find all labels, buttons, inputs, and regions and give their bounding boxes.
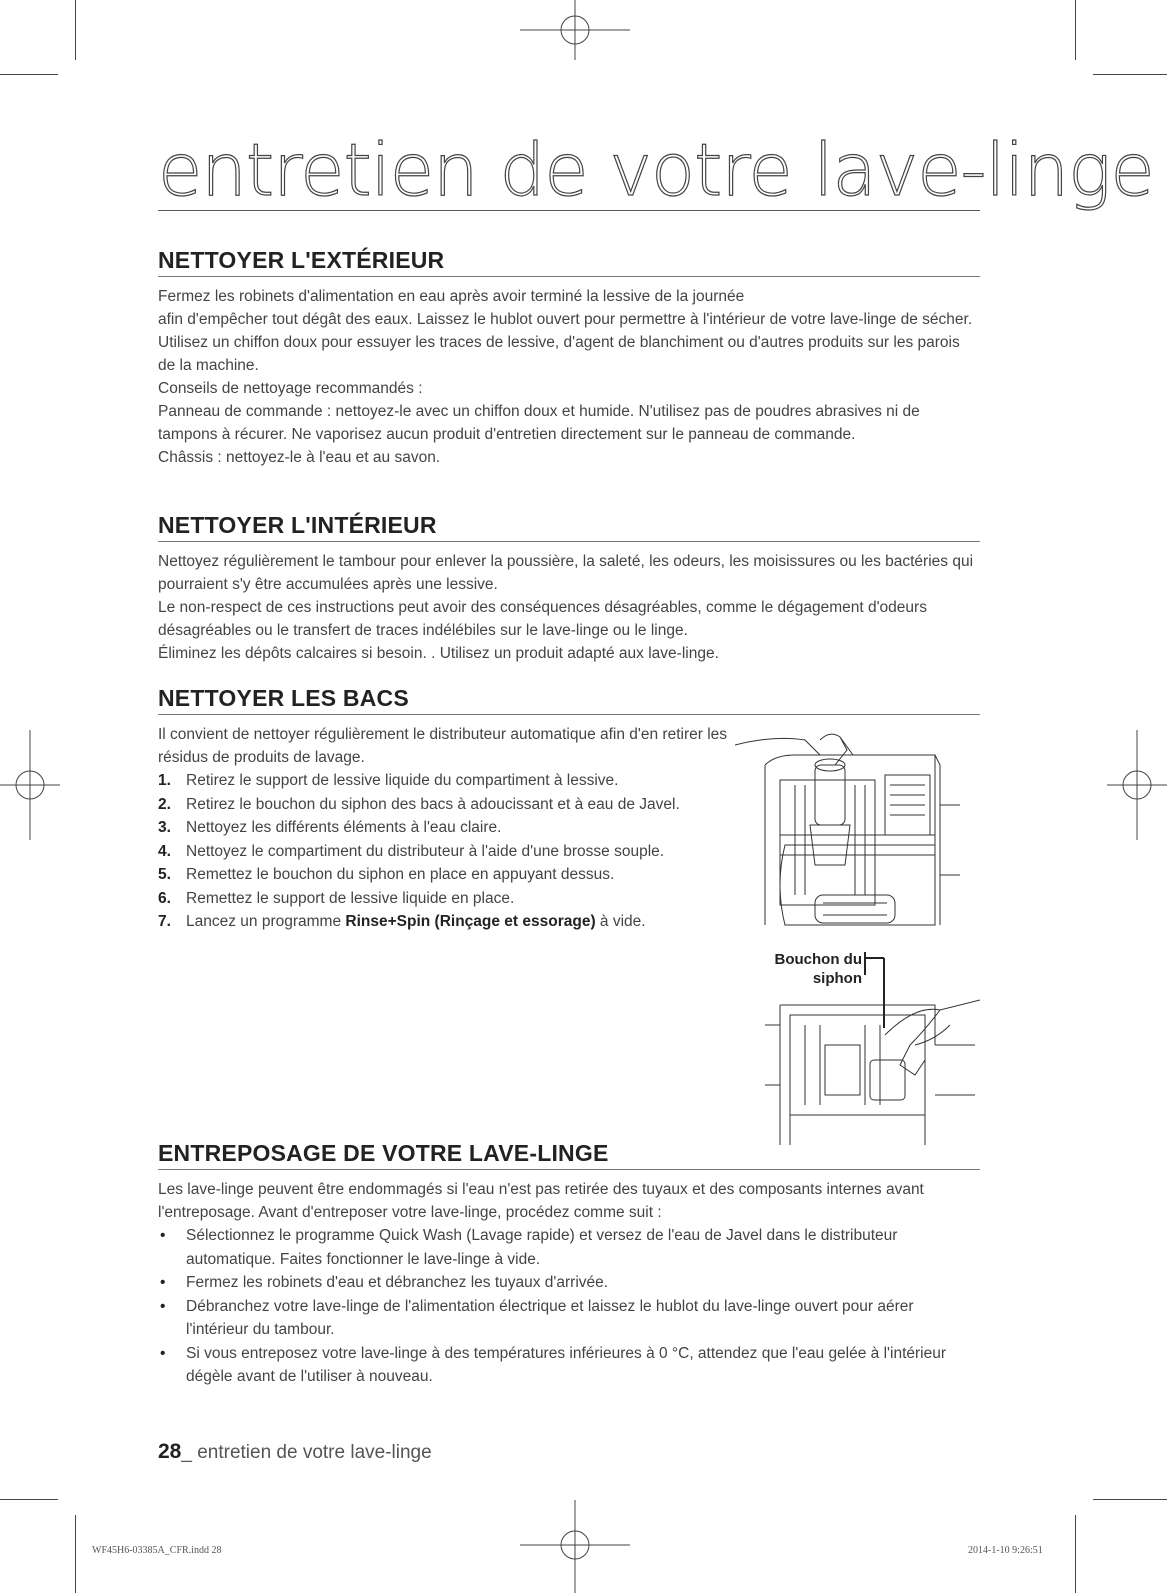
section-storage [158, 1140, 980, 1389]
paragraph: Panneau de commande : nettoyez-le avec un chiffon doux et humide. N'utilisez pas de poudres abrasives ni de tampons à récurer. Ne vaporisez aucun produit d'entretien directement sur le panneau de commande. [158, 403, 920, 443]
page-number: 28 [158, 1440, 182, 1463]
drawer-illustration-bottom [765, 985, 980, 1145]
list-item: 3. Nettoyez les différents éléments à l'eau claire. [158, 819, 502, 836]
paragraph: Conseils de nettoyage recommandés : [158, 380, 423, 397]
crop-mark [75, 0, 76, 60]
crop-mark [1093, 74, 1167, 75]
list-item: • Débranchez votre lave-linge de l'alimentation électrique et laissez le hublot du lave-linge ouvert pour aérer l'intérieur du tambour. [160, 1297, 914, 1338]
list-item: 1. Retirez le support de lessive liquide du compartiment à lessive. [158, 772, 619, 789]
section-exterior [158, 247, 980, 469]
registration-mark [1107, 730, 1167, 840]
figure-label: Bouchon du siphon [774, 951, 862, 987]
paragraph: Le non-respect de ces instructions peut avoir des conséquences désagréables, comme le dégagement d'odeurs désagréables ou le transfert de traces indélébiles sur le lave-linge ou le linge. [158, 599, 927, 639]
section-heading: NETTOYER L'EXTÉRIEUR [158, 247, 980, 277]
paragraph: afin d'empêcher tout dégât des eaux. Laissez le hublot ouvert pour permettre à l'intérieur de votre lave-linge de sécher. [158, 311, 973, 328]
page-footer [158, 1440, 432, 1464]
list-item: 6. Remettez le support de lessive liquide en place. [158, 889, 515, 907]
list-item: 7. Lancez un programme Rinse+Spin (Rinçage et essorage) à vide. [158, 913, 646, 930]
list-item: • Sélectionnez le programme Quick Wash (Lavage rapide) et versez de l'eau de Javel dans le distributeur automatique. Faites fonctionner le lave-linge à vide. [160, 1227, 898, 1268]
list-item: 5. Remettez le bouchon du siphon en place en appuyant dessus. [158, 866, 615, 883]
page-footer-label: _ entretien de votre lave-linge [181, 1442, 432, 1463]
steps-list [158, 769, 728, 934]
section-interior [158, 512, 980, 665]
list-item: • Fermez les robinets d'eau et débranchez les tuyaux d'arrivée. [160, 1274, 609, 1291]
list-item: 4. Nettoyez le compartiment du distributeur à l'aide d'une brosse souple. [158, 842, 665, 860]
section-heading: NETTOYER LES BACS [158, 685, 980, 715]
registration-mark [520, 0, 630, 60]
crop-mark [75, 1515, 76, 1593]
registration-mark [520, 1500, 630, 1593]
paragraph: Il convient de nettoyer régulièrement le distributeur automatique afin d'en retirer les résidus de produits de lavage. [158, 726, 728, 766]
list-item: 2. Retirez le bouchon du siphon des bacs à adoucissant et à eau de Javel. [158, 795, 680, 813]
registration-mark [0, 730, 60, 840]
bullet-list [158, 1224, 980, 1389]
crop-mark [1075, 1515, 1076, 1593]
list-item: • Si vous entreposez votre lave-linge à des températures inférieures à 0 °C, attendez que l'eau gelée à l'intérieur dégèle avant de l'utiliser à nouveau. [160, 1344, 946, 1385]
drawer-illustration-top [735, 725, 980, 935]
section-heading: NETTOYER L'INTÉRIEUR [158, 512, 980, 542]
crop-mark [0, 1499, 58, 1500]
paragraph: Éliminez les dépôts calcaires si besoin. . Utilisez un produit adapté aux lave-linge. [158, 645, 719, 662]
print-timestamp: 2014-1-10 9:26:51 [968, 1545, 1043, 1556]
paragraph: Utilisez un chiffon doux pour essuyer les traces de lessive, d'agent de blanchiment ou d'autres produits sur les parois de la machine. [158, 334, 960, 374]
file-name: WF45H6-03385A_CFR.indd 28 [92, 1545, 222, 1556]
paragraph: Les lave-linge peuvent être endommagés si l'eau n'est pas retirée des tuyaux et des composants internes avant l'entreposage. Avant d'entreposer votre lave-linge, procédez comme suit : [158, 1181, 924, 1221]
crop-mark [1093, 1499, 1167, 1500]
crop-mark [1075, 0, 1076, 60]
paragraph: Fermez les robinets d'alimentation en eau après avoir terminé la lessive de la journée [158, 288, 745, 305]
crop-mark [0, 74, 58, 75]
section-heading: ENTREPOSAGE DE VOTRE LAVE-LINGE [158, 1140, 980, 1170]
page-title: entretien de votre lave-linge [158, 128, 1154, 212]
paragraph: Châssis : nettoyez-le à l'eau et au savon. [158, 449, 441, 466]
paragraph: Nettoyez régulièrement le tambour pour enlever la poussière, la saleté, les odeurs, les moisissures ou les bactéries qui pourraient s'y être accumulées après une lessive. [158, 553, 974, 593]
